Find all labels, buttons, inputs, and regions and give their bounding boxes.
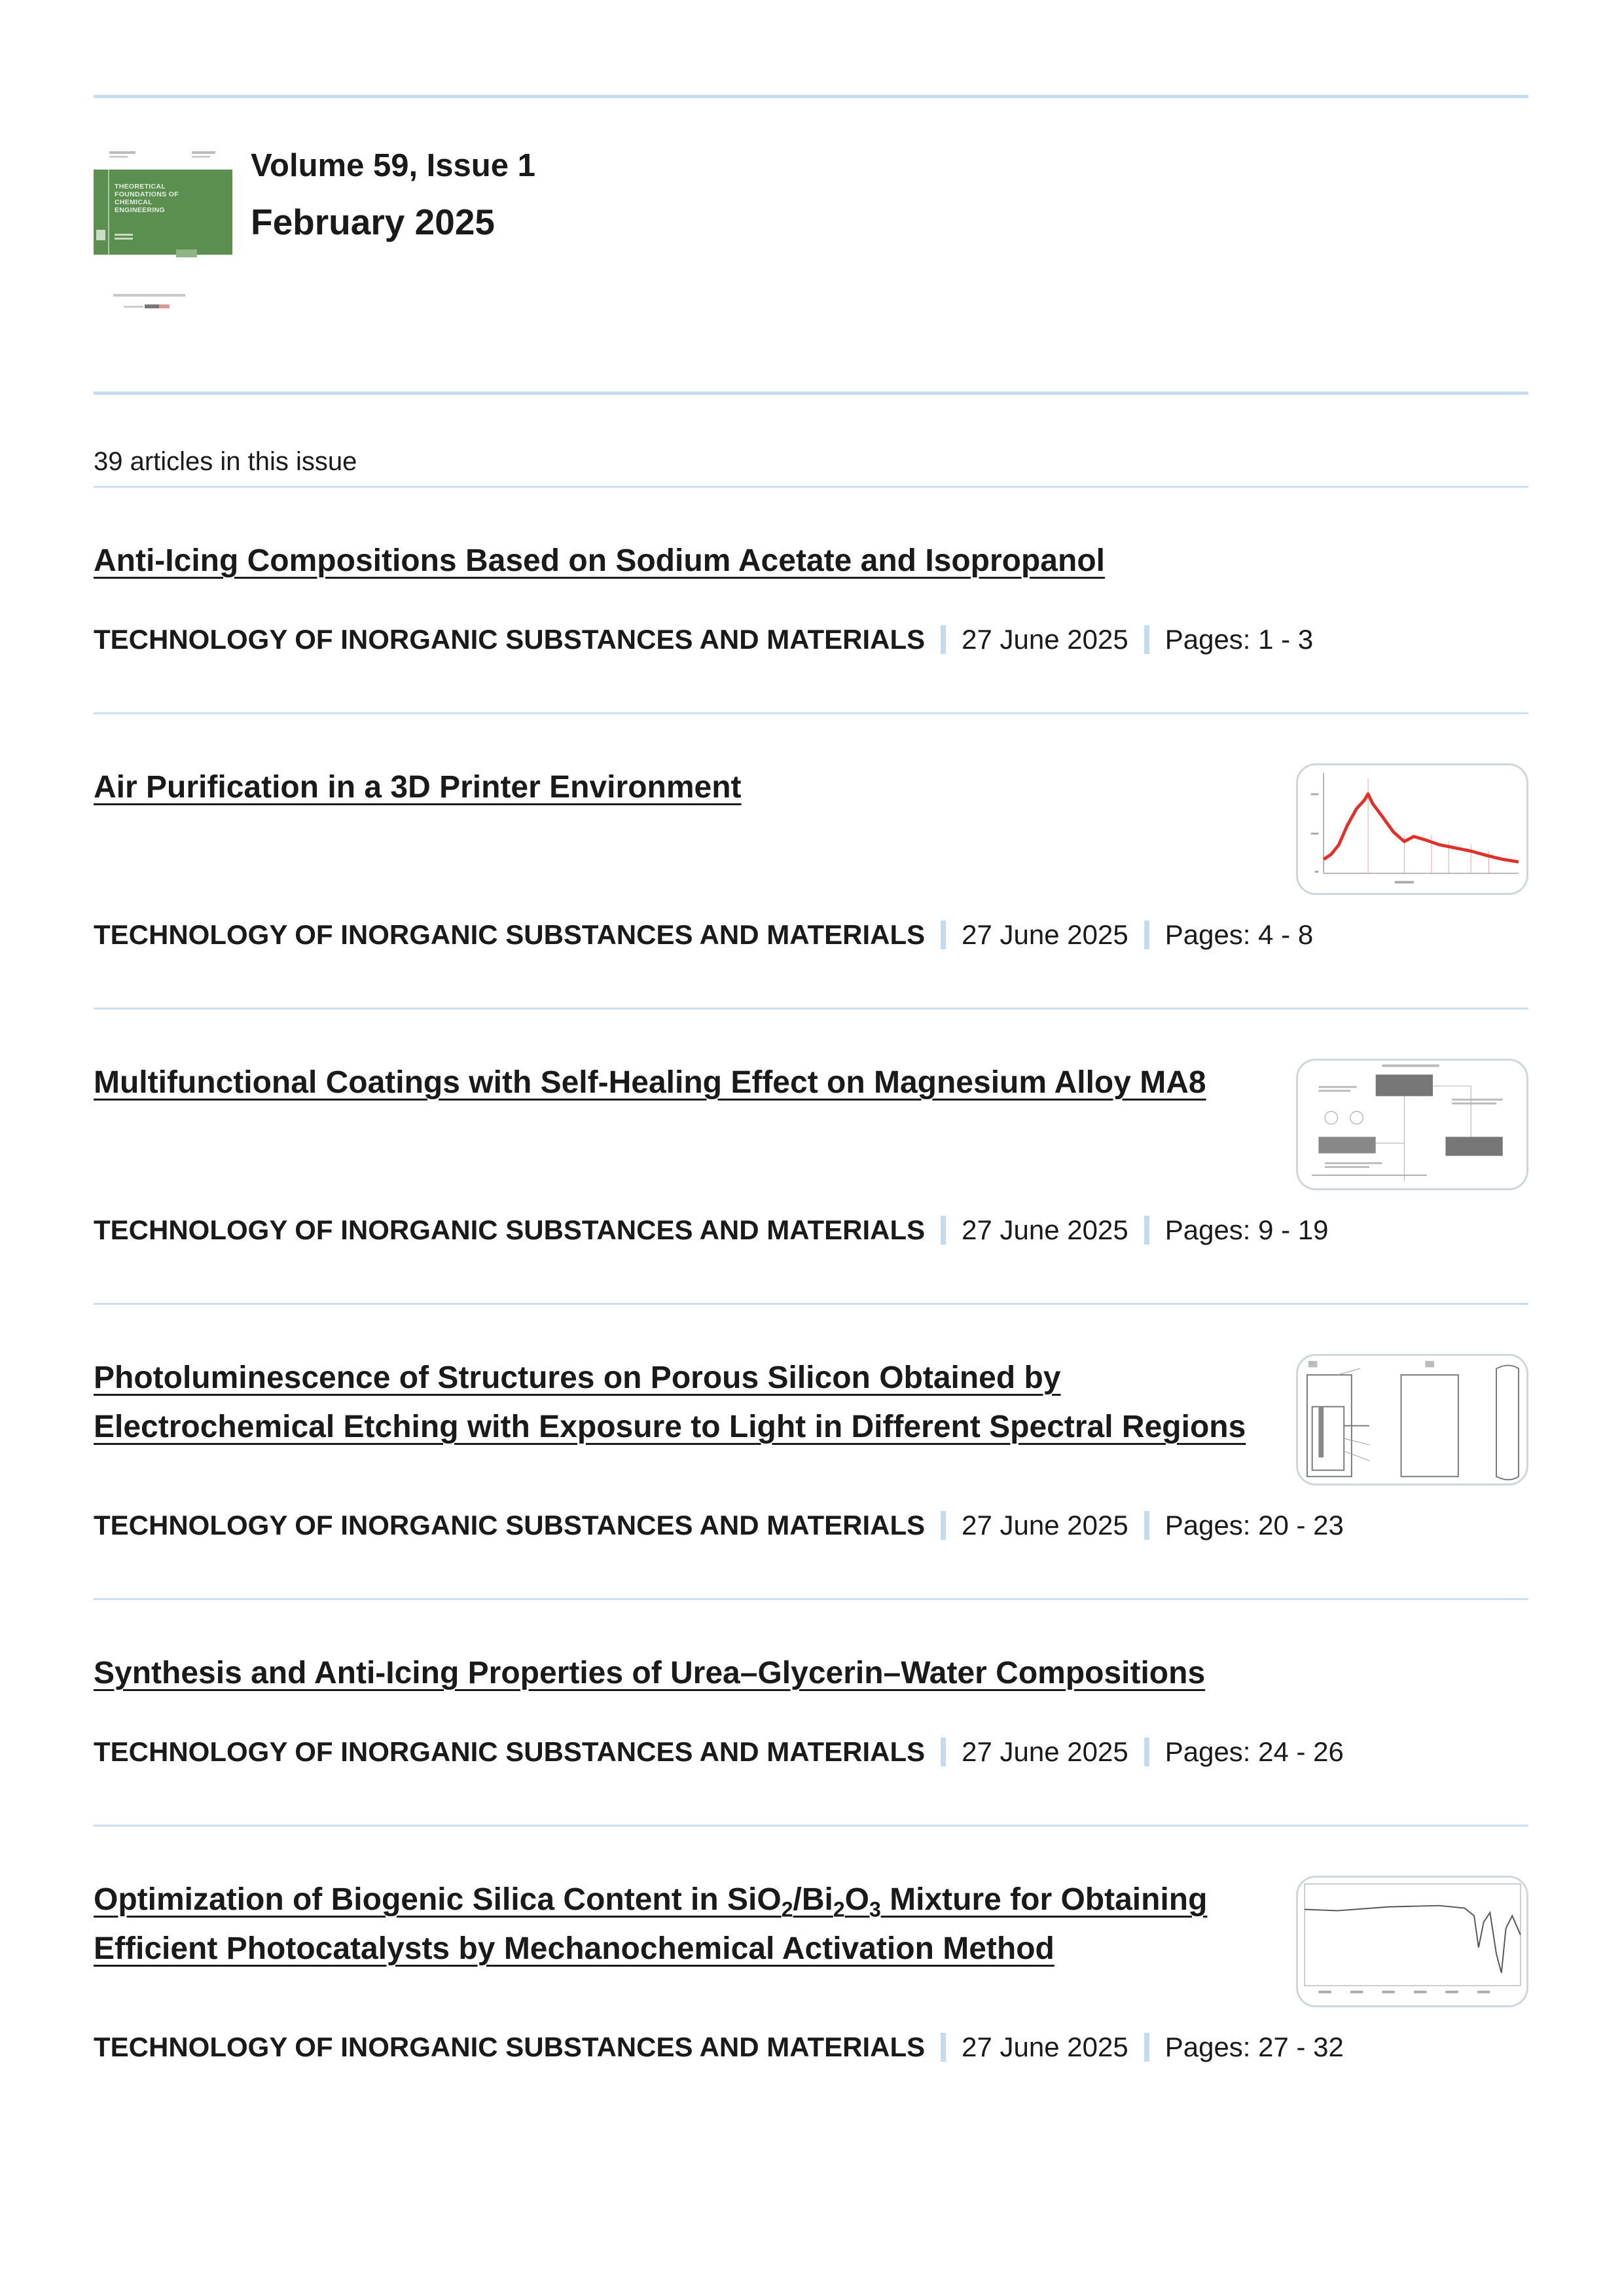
article-section: TECHNOLOGY OF INORGANIC SUBSTANCES AND MATERIALS: [94, 624, 926, 655]
article-title-link[interactable]: Anti-Icing Compositions Based on Sodium Acetate and Isopropanol: [94, 543, 1105, 578]
article-pages: Pages: 27 - 32: [1164, 2032, 1344, 2062]
journal-cover-image[interactable]: [94, 146, 232, 323]
article-item: [94, 712, 1528, 1008]
article-list: [94, 486, 1528, 2120]
article-title: [94, 1058, 1206, 1145]
title-text: Mixture for Obtaining Efficient Photocatalysts by Mechanochemical Activation Method: [94, 1882, 1208, 1966]
article-date: 27 June 2025: [962, 919, 1128, 950]
article-section: TECHNOLOGY OF INORGANIC SUBSTANCES AND MATERIALS: [94, 2032, 926, 2062]
article-title-link[interactable]: Air Purification in a 3D Printer Environment: [94, 770, 742, 805]
article-title-link[interactable]: Photoluminescence of Structures on Porous Silicon Obtained by Electrochemical Etching with Exposure to Light in Different Spectral Regions: [94, 1360, 1246, 1444]
volume-issue-heading: Volume 59, Issue 1: [251, 148, 535, 183]
article-title: [94, 1875, 1272, 2011]
meta-separator: [1144, 1511, 1149, 1540]
article-title: [94, 1649, 1205, 1736]
article-date: 27 June 2025: [962, 2032, 1128, 2062]
article-thumbnail-cell-drawing[interactable]: [1296, 1354, 1528, 1485]
article-date: 27 June 2025: [962, 1736, 1128, 1767]
article-item: [94, 1303, 1528, 1598]
article-item: [94, 1008, 1528, 1303]
article-meta: [94, 919, 1528, 951]
title-text: /Bi: [793, 1882, 833, 1917]
article-count: 39 articles in this issue: [94, 447, 357, 476]
meta-separator: [941, 920, 946, 949]
article-section: TECHNOLOGY OF INORGANIC SUBSTANCES AND MATERIALS: [94, 1736, 926, 1767]
article-title-link[interactable]: [94, 1882, 1207, 1966]
meta-separator: [941, 1216, 946, 1245]
article-title-link[interactable]: Multifunctional Coatings with Self-Healing Effect on Magnesium Alloy MA8: [94, 1065, 1206, 1100]
cover-journal-title: THEORETICAL FOUNDATIONS OF CHEMICAL ENGINEERING: [115, 183, 179, 214]
article-section: TECHNOLOGY OF INORGANIC SUBSTANCES AND MATERIALS: [94, 1510, 926, 1540]
article-title: [94, 763, 742, 850]
title-text: Optimization of Biogenic Silica Content in SiO: [94, 1882, 782, 1917]
header-divider: [94, 392, 1528, 395]
article-meta: [94, 2031, 1528, 2064]
article-meta: [94, 1509, 1528, 1542]
article-meta: [94, 1214, 1528, 1247]
article-thumbnail-ir-spectrum[interactable]: [1296, 1876, 1528, 2007]
meta-separator: [1144, 1738, 1149, 1766]
article-date: 27 June 2025: [962, 1214, 1128, 1245]
article-date: 27 June 2025: [962, 1510, 1128, 1540]
article-date: 27 June 2025: [962, 624, 1128, 655]
article-pages: Pages: 24 - 26: [1164, 1736, 1344, 1767]
article-title: [94, 536, 1105, 623]
article-item: [94, 1825, 1528, 2120]
title-subscript: 2: [833, 1897, 845, 1922]
article-item: [94, 1598, 1528, 1825]
article-title-link[interactable]: Synthesis and Anti-Icing Properties of Urea–Glycerin–Water Compositions: [94, 1656, 1206, 1690]
meta-separator: [941, 1511, 946, 1540]
issue-date-heading: February 2025: [251, 202, 495, 242]
article-item: [94, 486, 1528, 712]
article-thumbnail-xrd-plot[interactable]: [1296, 763, 1528, 895]
article-pages: Pages: 9 - 19: [1164, 1214, 1329, 1245]
article-section: TECHNOLOGY OF INORGANIC SUBSTANCES AND MATERIALS: [94, 919, 926, 950]
article-meta: [94, 1736, 1528, 1768]
article-meta: [94, 623, 1528, 656]
top-divider: [94, 95, 1528, 98]
article-title: [94, 1353, 1272, 1489]
meta-separator: [941, 1738, 946, 1766]
meta-separator: [1144, 920, 1149, 949]
meta-separator: [941, 625, 946, 654]
issue-header: [94, 146, 1528, 329]
meta-separator: [1144, 625, 1149, 654]
article-pages: Pages: 4 - 8: [1164, 919, 1314, 950]
article-pages: Pages: 20 - 23: [1164, 1510, 1344, 1540]
title-subscript: 2: [781, 1897, 793, 1922]
article-pages: Pages: 1 - 3: [1164, 624, 1314, 655]
article-thumbnail-scheme-diagram[interactable]: [1296, 1059, 1528, 1190]
title-text: O: [844, 1882, 869, 1917]
meta-separator: [941, 2033, 946, 2062]
meta-separator: [1144, 1216, 1149, 1245]
article-section: TECHNOLOGY OF INORGANIC SUBSTANCES AND MATERIALS: [94, 1214, 926, 1245]
meta-separator: [1144, 2033, 1149, 2062]
title-subscript: 3: [869, 1897, 881, 1922]
